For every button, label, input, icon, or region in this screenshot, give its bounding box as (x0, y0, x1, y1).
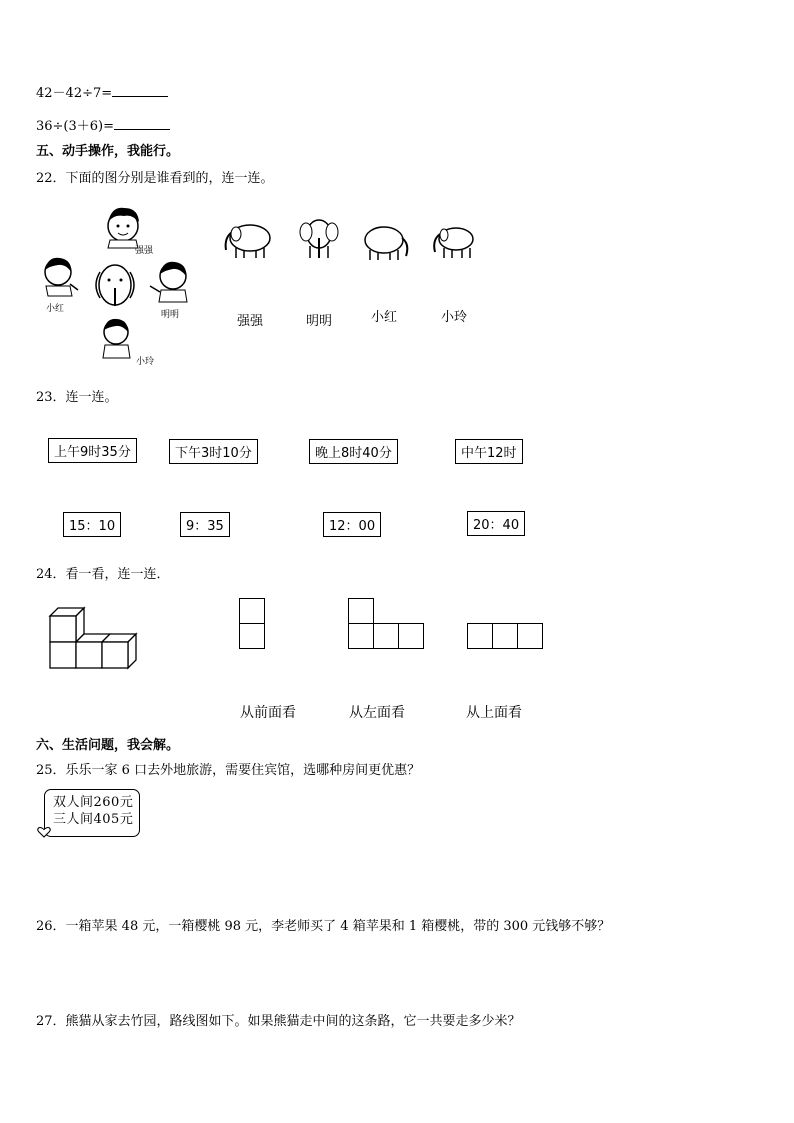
q22-text: 22．下面的图分别是谁看到的，连一连。 (36, 171, 274, 186)
calc-expression-2: 36÷(3＋6)= (36, 119, 115, 134)
clock-box-2040[interactable]: 20：40 (467, 511, 525, 536)
q24-text: 24．看一看，连一连． (36, 567, 170, 582)
q27-text: 27．熊猫从家去竹园，路线图如下。如果熊猫走中间的这条路，它一共要走多少米？ (36, 1014, 521, 1029)
kid-bottom-icon (103, 319, 130, 358)
price-double-room: 双人间260元 (53, 795, 134, 810)
q26-text: 26．一箱苹果 48 元，一箱樱桃 98 元，李老师买了 4 箱苹果和 1 箱樱桃，带的 300 元钱够不够？ (36, 919, 611, 934)
kid-left-icon (45, 258, 78, 296)
section-five-heading: 五、动手操作，我能行。 (36, 144, 180, 159)
time-box-afternoon[interactable]: 下午3时10分 (169, 439, 258, 464)
answer-blank-2[interactable] (114, 117, 170, 130)
answer-label-xiaoling: 小玲 (441, 310, 468, 325)
calc-line-2 (36, 115, 170, 134)
time-box-morning[interactable]: 上午9时35分 (48, 438, 137, 463)
q23-text: 23．连一连。 (36, 390, 118, 405)
cube-stack-3d (46, 604, 138, 672)
answer-label-qiangqiang: 强强 (237, 314, 264, 329)
q25-text: 25．乐乐一家 6 口去外地旅游，需要住宾馆，选哪种房间更优惠？ (36, 763, 421, 778)
clock-box-935[interactable]: 9：35 (180, 512, 230, 537)
kid-right-icon (150, 262, 187, 302)
elephant-front-view-icon (298, 214, 340, 262)
label-top-view: 从上面看 (466, 705, 522, 721)
clock-box-1510[interactable]: 15：10 (63, 512, 121, 537)
clock-box-1200[interactable]: 12：00 (323, 512, 381, 537)
section-six-heading: 六、生活问题，我会解。 (36, 738, 180, 753)
calc-line-1 (36, 82, 168, 101)
calc-expression-1: 42－42÷7= (36, 86, 113, 101)
kid-top-icon (108, 208, 139, 248)
label-left-view: 从左面看 (349, 705, 405, 721)
label-front-view: 从前面看 (240, 705, 296, 721)
time-box-evening[interactable]: 晚上8时40分 (309, 439, 398, 464)
elephant-side-view-icon-1 (222, 218, 274, 260)
price-bubble (44, 789, 140, 837)
elephant-back-view-icon (360, 222, 412, 262)
q22-scene-illustration (40, 200, 200, 370)
scene-name-xiaoling: 小玲 (136, 357, 155, 367)
time-box-noon[interactable]: 中午12时 (455, 439, 523, 464)
answer-label-xiaohong: 小红 (371, 310, 398, 325)
answer-label-mingming: 明明 (306, 314, 333, 329)
elephant-side-view-icon-2 (430, 222, 478, 260)
answer-blank-1[interactable] (112, 84, 168, 97)
price-triple-room: 三人间405元 (53, 812, 134, 827)
heart-icon (37, 826, 51, 838)
elephant-center-icon (96, 265, 134, 306)
scene-name-mingming: 明明 (161, 310, 180, 320)
scene-name-xiaohong: 小红 (46, 304, 65, 314)
scene-name-qiangqiang: 强强 (135, 246, 154, 256)
